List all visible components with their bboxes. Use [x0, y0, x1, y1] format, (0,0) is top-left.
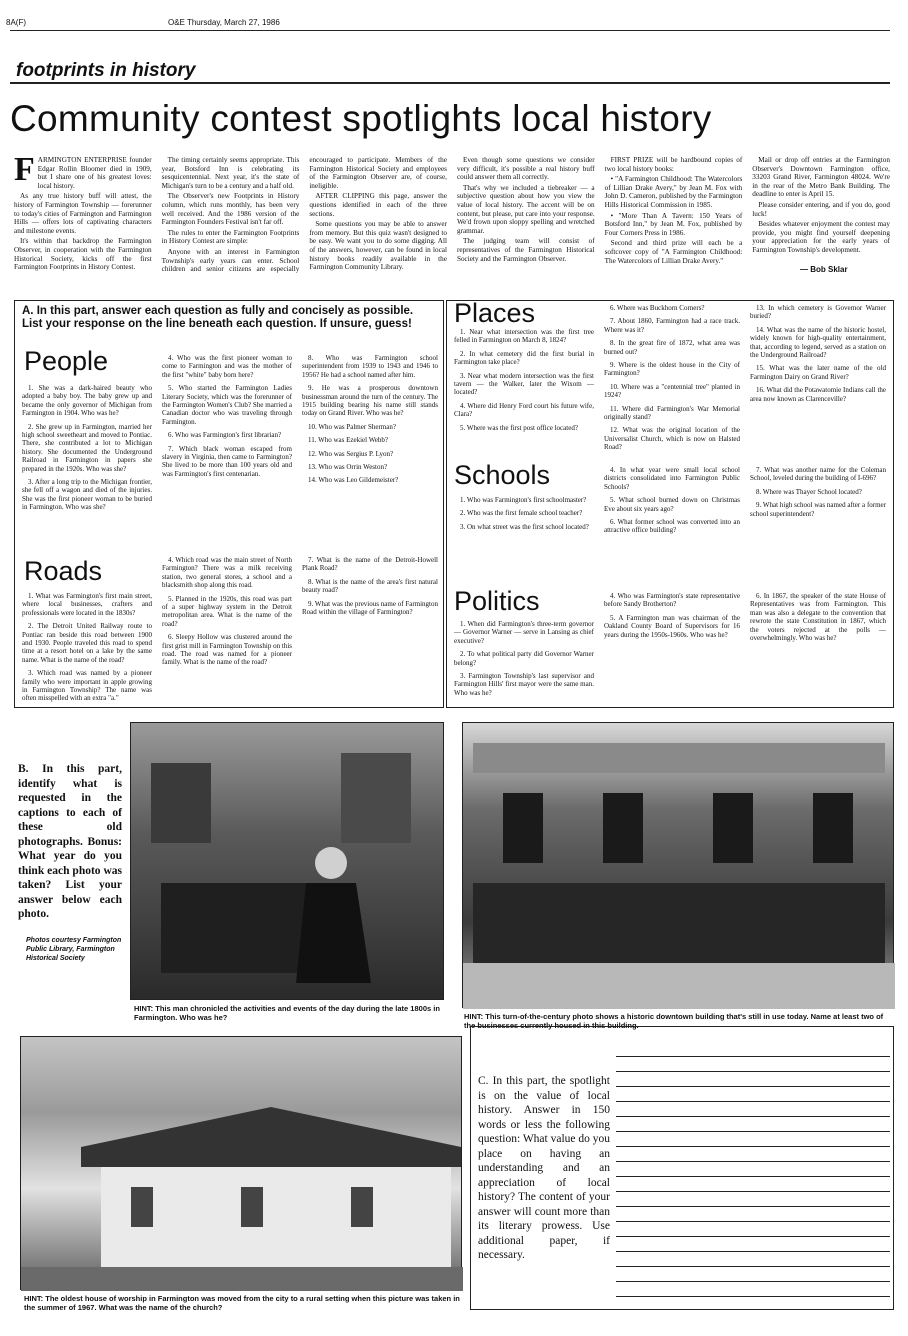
intro-paragraph: Some questions you may be able to answer from memory. But this quiz wasn't designed to be easy. We want you to do some digging. All of the answers, however, can be found in local history books readily available in the Farmington Community Library.	[309, 220, 447, 272]
schools-heading: Schools	[454, 460, 551, 490]
intro-paragraph: FIRST PRIZE will be hardbound copies of two local history books:	[604, 156, 743, 173]
top-rule	[10, 30, 890, 31]
paper-line: O&E Thursday, March 27, 1986	[168, 18, 280, 27]
places-question: 5. Where was the first post office located?	[460, 423, 578, 432]
intro-article	[14, 156, 890, 281]
intro-paragraph: The rules to enter the Farmington Footprints in History Contest are simple:	[161, 228, 300, 246]
places-question: 8. In the great fire of 1872, what area was burned out?	[604, 339, 740, 356]
politics-question: 5. A Farmington man was chairman of the Oakland County Board of Supervisors for 16 years during the 1950s-1960s. Who was he?	[604, 613, 740, 639]
places-question: 10. Where was a "centennial tree" planted in 1924?	[604, 382, 740, 400]
headline: Community contest spotlights local history	[10, 98, 712, 139]
places-col-1	[454, 328, 594, 454]
schools-question: 3. On what street was the first school located?	[460, 522, 589, 531]
people-question: 2. She grew up in Farmington, married her high school sweetheart and moved to Pontiac. There, she contributed a lot to Michigan history. She documented the Underground Railroad in Farmington in papers she prepared in the 1920s. Who was she?	[22, 422, 152, 473]
people-question: 11. Who was Ezekiel Webb?	[308, 436, 388, 445]
roads-question: 1. What was Farmington's first main street, where local businesses, crafters and professionals were located in the 1830s?	[22, 592, 152, 617]
intro-paragraph: Anyone with an interest in Farmington Township's early years can enter. School children and senior citizens are especially encouraged to participate. Members of the Farmington Historical Society and employees of the Farmington Observer are, of course, ineligible.	[161, 156, 447, 274]
roads-col-3	[302, 556, 438, 704]
intro-paragraph: The timing certainly seems appropriate. This year, Botsford Inn is celebrating its sesquicentennial. Next year, it's the state of Michigan's turn to be a century and a half old.	[161, 156, 300, 190]
intro-paragraph: FARMINGTON ENTERPRISE founder Edgar Rollin Bloomer died in 1909, but I share one of his greatest loves: local history.	[14, 156, 152, 190]
intro-paragraph: Even though some questions we consider very difficult, it's possible a real history buff could answer them all correctly.	[456, 156, 595, 182]
part-c-instructions: C. In this part, the spotlight is on the value of local history. Answer in 150 words or less the following question: What value do you place on having an understanding and an appreciation of local history? The content of your answer will count more than its literary prowess. Use additional paper, if necessary.	[478, 1075, 611, 1261]
page-number: 8A(F)	[6, 18, 26, 27]
people-question: 8. Who was Farmington school superintendent from 1939 to 1943 and 1946 to 1956? He had a school named after him.	[302, 354, 438, 379]
intro-paragraph: That's why we included a tiebreaker — a subjective question about how you view the value of local history. The accent will be on content, but please, put care into your response. We'd frown upon sloppy spelling and wretched grammar.	[456, 183, 595, 235]
people-question: 3. After a long trip to the Michigan frontier, she fell off a wagon and died of the injuries. She was the first pioneer woman to be buried in Farmington. Who was she?	[22, 478, 152, 512]
part-a-heading: A. In this part, answer each question as fully and concisely as possible. List your response on the line beneath each question. If unsure, guess!	[22, 305, 414, 330]
roads-col-1	[22, 592, 152, 704]
places-question: 16. What did the Potawatomie Indians call the area now known as Clarenceville?	[750, 386, 886, 403]
people-question: 5. Who started the Farmington Ladies Literary Society, which was the forerunner of the Farmington Women's Club? She married a Canadian doctor who was traveling through Farmington.	[162, 384, 292, 426]
intro-paragraph: The Observer's new Footprints in History column, which runs monthly, has been very well received. And the 1986 version of the Farmington Founders Festival isn't far off.	[161, 192, 300, 227]
people-question: 14. Who was Leo Gildemeister?	[308, 476, 399, 485]
intro-paragraph: • "More Than A Tavern: 150 Years of Botsford Inn," by Jean M. Fox, published by Four Corners Press in 1986.	[604, 211, 743, 237]
intro-paragraph: AFTER CLIPPING this page, answer the questions identified in each of the three sections.	[309, 192, 447, 218]
hint-photo-1: HINT: This man chronicled the activities and events of the day during the late 1800s in Farmington. Who was he?	[134, 1004, 440, 1022]
places-question: 3. Near what modern intersection was the first tavern — the Walker, later the Wixom — located?	[454, 371, 594, 397]
schools-col-3	[750, 466, 886, 576]
people-question: 1. She was a dark-haired beauty who adopted a baby boy. The baby grew up and became the only governor of Michigan from Farmington in 1904. Who was he?	[22, 384, 152, 418]
schools-question: 7. What was another name for the Coleman School, leveled during the building of I-696?	[750, 466, 886, 483]
politics-col-1	[454, 620, 594, 704]
places-question: 14. What was the name of the historic hostel, widely known for high-quality entertainment, that, according to legend, served as a station on the Underground Railroad?	[750, 325, 886, 360]
photo-church	[20, 1036, 462, 1290]
people-col-1	[22, 384, 152, 552]
photo-church-illustration	[21, 1037, 463, 1291]
places-question: 4. Where did Henry Ford court his future wife, Clara?	[454, 401, 594, 419]
schools-question: 6. What former school was converted into an attractive office building?	[604, 518, 740, 535]
intro-paragraph: The judging team will consist of representatives of the Farmington Historical Society and the Farmington Observer.	[456, 237, 595, 263]
places-col-2	[604, 304, 740, 454]
places-question: 9. Where is the oldest house in the City of Farmington?	[604, 361, 740, 378]
politics-question: 1. When did Farmington's three-term governor — Governor Warner — serve in Lansing as chief executive?	[454, 620, 594, 645]
places-question: 12. What was the original location of the Universalist Church, which is now on Halsted Road?	[604, 426, 740, 452]
photo-building-illustration	[463, 723, 895, 1009]
schools-question: 8. Where was Thayer School located?	[756, 487, 862, 496]
people-col-3	[302, 354, 438, 554]
intro-paragraph: It's within that backdrop the Farmington Observer, in cooperation with the Farmington Historical Society, kicks off the first Farmington Footprints in History Contest.	[14, 237, 152, 272]
places-question: 15. What was the later name of the old Farmington Dairy on Grand River?	[750, 364, 886, 381]
politics-question: 4. Who was Farmington's state representative before Sandy Brotherton?	[604, 592, 740, 609]
roads-question: 2. The Detroit United Railway route to Pontiac ran beside this road between 1900 and 1930. People traveled this road to spend time at a resort hotel on a lake by the same name. What is the name of the road?	[22, 622, 152, 664]
people-question: 4. Who was the first pioneer woman to come to Farmington and was the mother of the first "white" baby born here?	[162, 354, 292, 379]
answer-lines[interactable]	[616, 1042, 890, 1304]
places-question: 2. In what cemetery did the first burial in Farmington take place?	[454, 349, 594, 367]
places-question: 7. About 1860, Farmington had a race track. Where was it?	[604, 317, 740, 334]
intro-paragraph: Second and third prize will each be a softcover copy of "A Farmington Childhood: The Watercolors of Lillian Drake Avery."	[604, 239, 743, 265]
photo-downtown-building	[462, 722, 894, 1008]
roads-question: 6. Sleepy Hollow was clustered around the first grist mill in Farmington Township on this road. The road was named for a pioneer family. What is the name of the road?	[162, 633, 292, 667]
places-question: 13. In which cemetery is Governor Warner buried?	[750, 304, 886, 321]
roads-question: 3. Which road was named by a pioneer family who were important in apple growing in Farmington Township? The name was often misspelled with an extra "a."	[22, 669, 152, 703]
roads-question: 7. What is the name of the Detroit-Howell Plank Road?	[302, 556, 438, 573]
photo-man-at-desk	[130, 722, 444, 1000]
hint-photo-2: HINT: This turn-of-the-century photo shows a historic downtown building that's still in use today. Name at least two of the businesses currently housed in this building.	[464, 1012, 884, 1030]
people-question: 10. Who was Palmer Sherman?	[308, 422, 396, 431]
places-heading: Places	[454, 298, 536, 328]
intro-paragraph: Besides whatever enjoyment the contest may provide, you might find yourself deepening your appreciation for the early years of Farmington Township's development.	[752, 220, 890, 254]
politics-question: 2. To what political party did Governor Warner belong?	[454, 650, 594, 667]
politics-col-3	[750, 592, 886, 704]
roads-question: 4. Which road was the main street of North Farmington? There was a milk receiving station, two general stores, a school and a blacksmith shop along this road.	[162, 556, 292, 590]
politics-col-2	[604, 592, 740, 704]
byline: — Bob Sklar	[800, 265, 848, 274]
part-b-instructions: B. In this part, identify what is requested in the captions to each of these old photographs. Bonus: What year do you think each photo was taken? List your answer below each photo.	[18, 763, 122, 920]
schools-col-1	[454, 496, 594, 576]
roads-col-2	[162, 556, 292, 704]
people-col-2	[162, 354, 292, 554]
schools-question: 9. What high school was named after a former school superintendent?	[750, 501, 886, 518]
section-rule	[10, 82, 890, 84]
schools-col-2	[604, 466, 740, 576]
roads-question: 9. What was the previous name of Farmington Road within the village of Farmington?	[302, 599, 438, 617]
intro-paragraph: Please consider entering, and if you do, good luck!	[752, 200, 890, 218]
photo-man-illustration	[131, 723, 445, 1001]
places-question: 6. Where was Buckhorn Corners?	[610, 304, 705, 312]
people-heading: People	[24, 346, 109, 376]
people-question: 7. Which black woman escaped from slavery in Virginia, then came to Farmington? She lived to be more than 100 years old and was Farmington's first centenarian.	[162, 444, 292, 478]
people-question: 9. He was a prosperous downtown businessman around the turn of the century. The 1915 building bearing his name still stands today on Grand River. Who was he?	[302, 384, 438, 418]
places-question: 1. Near what intersection was the first tree felled in Farmington on March 8, 1824?	[454, 328, 594, 345]
people-question: 6. Who was Farmington's first librarian?	[168, 431, 282, 440]
schools-question: 1. Who was Farmington's first schoolmaster?	[460, 496, 587, 504]
hint-photo-3: HINT: The oldest house of worship in Farmington was moved from the city to a rural setting when this picture was taken in the summer of 1967. What was the name of the church?	[24, 1294, 460, 1312]
roads-question: 8. What is the name of the area's first natural beauty road?	[302, 577, 438, 595]
dropcap: F	[14, 156, 35, 188]
politics-question: 6. In 1867, the speaker of the state House of Representatives was from Farmington. This man was also a delegate to the convention that rewrote the state Constitution in 1867, which the voters rejected at the polls — overwhelmingly. Who was he?	[750, 592, 886, 643]
politics-question: 3. Farmington Township's last supervisor and Farmington Hills' first mayor were the same man. Who was he?	[454, 672, 594, 697]
places-col-3	[750, 304, 886, 454]
places-question: 11. Where did Farmington's War Memorial originally stand?	[604, 404, 740, 422]
people-question: 13. Who was Orrin Weston?	[308, 463, 388, 472]
schools-question: 4. In what year were small local school districts consolidated into Farmington Public Schools?	[604, 466, 740, 491]
intro-paragraph: As any true history buff will attest, the history of Farmington Township — forerunner to today's cities of Farmington and Farmington Hills — offers lots of captivating characters and milestone events.	[14, 192, 152, 235]
intro-paragraph: Mail or drop off entries at the Farmington Observer's Downtown Farmington office, 33203 Grand River, Farmington 48024. We're in the rear of the Metro Bank Building. The deadline to enter is April 15.	[752, 156, 890, 199]
photo-credit: Photos courtesy Farmington Public Library, Farmington Historical Society	[26, 937, 122, 962]
roads-heading: Roads	[24, 556, 103, 586]
schools-question: 5. What school burned down on Christmas Eve about six years ago?	[604, 496, 740, 513]
schools-question: 2. Who was the first female school teacher?	[460, 509, 583, 518]
section-title: footprints in history	[16, 60, 196, 81]
politics-heading: Politics	[454, 586, 540, 616]
people-question: 12. Who was Sergius P. Lyon?	[308, 449, 394, 458]
roads-question: 5. Planned in the 1920s, this road was part of a super highway system in the Detroit metropolitan area. What is the name of the road?	[162, 594, 292, 628]
intro-paragraph: • "A Farmington Childhood: The Watercolors of Lillian Drake Avery," by Jean M. Fox with John D. Cameron, published by the Farmington Hills Historical Commission in 1985.	[604, 175, 743, 209]
